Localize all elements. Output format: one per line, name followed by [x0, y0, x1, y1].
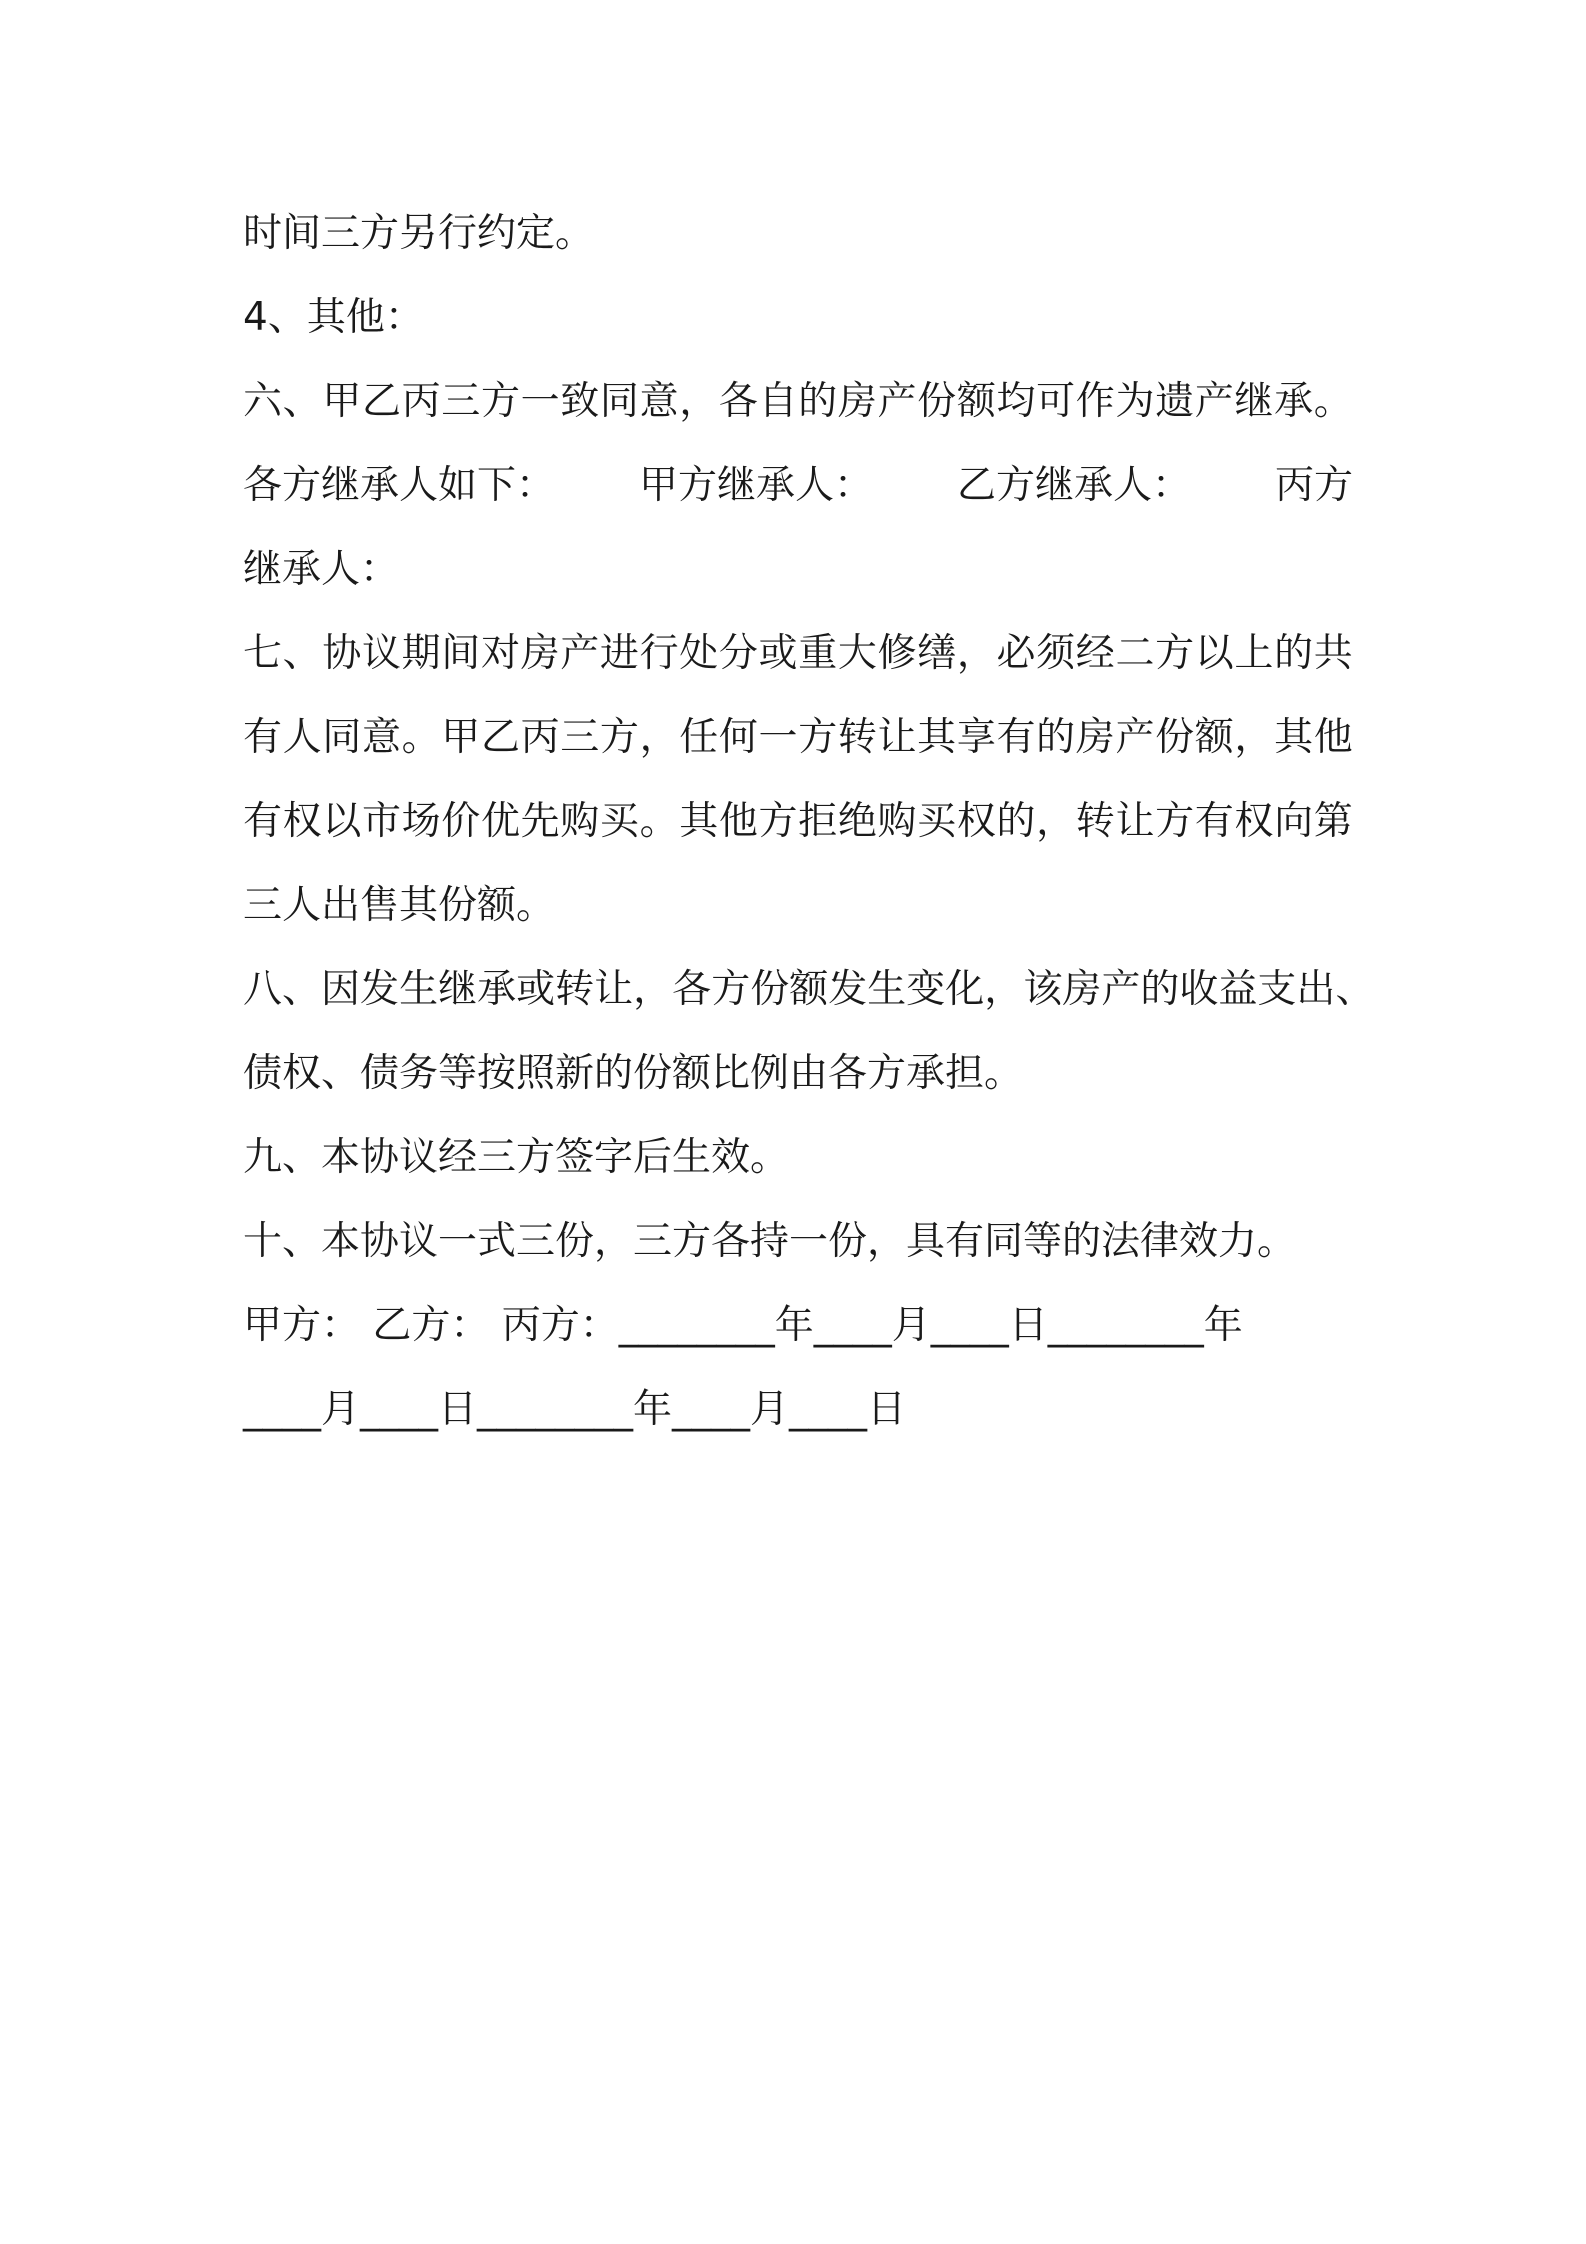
heirs-line: [243, 444, 1353, 528]
text-line: 七 、 协 议 期 间 对 房 产 进 行 处 分 或 重 大 修 缮 ， 必 须 经 二 方 以 上 的 共: [243, 631, 1353, 676]
text-line: 继承人：: [243, 547, 400, 592]
signature-date-line: ____月____日________年____月____日: [243, 1387, 907, 1432]
text-line: 八 、 因 发 生 继 承 或 转 让 ， 各 方 份 额 发 生 变 化 ， 该 房 产 的 收 益 支 出 、: [243, 967, 1375, 1012]
text-line: 十、本协议一式三份，三方各持一份，具有同等的法律效力。: [243, 1219, 1297, 1264]
text-line: 三人出售其份额。: [243, 883, 556, 928]
text-line: 4、其他：: [243, 295, 424, 340]
document-body: [243, 192, 1375, 1452]
text-line: 债权、债务等按照新的份额比例由各方承担。: [243, 1051, 1024, 1096]
text-line: 有 权 以 市 场 价 优 先 购 买 。 其 他 方 拒 绝 购 买 权 的 ， 转 让 方 有 权 向 第: [243, 799, 1353, 844]
text-line: 九、本协议经三方签字后生效。: [243, 1135, 790, 1180]
text-line: 时间三方另行约定。: [243, 211, 595, 256]
party-a-heir-label: 甲方继承人：: [638, 463, 873, 508]
party-b-heir-label: 乙方继承人：: [956, 463, 1191, 508]
text-line: 六 、 甲 乙 丙 三 方 一 致 同 意 ， 各 自 的 房 产 份 额 均 可 作 为 遗 产 继 承 。: [243, 379, 1353, 424]
heirs-intro: 各方继承人如下：: [243, 463, 556, 508]
signature-line: 甲方： 乙方： 丙方：________年____月____日________年: [243, 1303, 1243, 1348]
text-line: 有 人 同 意 。 甲 乙 丙 三 方 ， 任 何 一 方 转 让 其 享 有 的 房 产 份 额 ， 其 他: [243, 715, 1353, 760]
party-c-heir-label: 丙方: [1274, 463, 1353, 508]
